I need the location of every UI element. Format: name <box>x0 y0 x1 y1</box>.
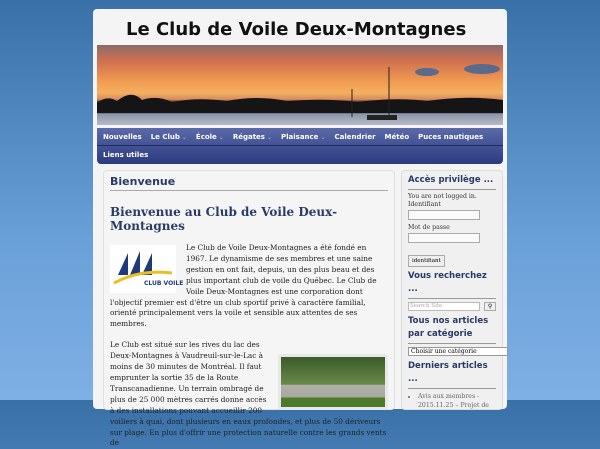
sidebar <box>401 170 503 410</box>
password-input[interactable] <box>408 233 480 243</box>
username-input[interactable] <box>408 210 480 220</box>
login-status: You are not logged in. <box>408 193 477 200</box>
login-button[interactable]: identifiant <box>408 255 445 267</box>
search-input[interactable]: Search Site <box>408 302 480 311</box>
password-label: Mot de passe <box>408 224 450 231</box>
search-icon: ⚲ <box>487 303 493 310</box>
nav-item[interactable] <box>385 133 410 141</box>
nav-item[interactable] <box>334 133 375 141</box>
nav-item[interactable] <box>196 133 224 141</box>
nav-item[interactable] <box>103 133 142 141</box>
chevron-down-icon: ⌄ <box>181 133 187 141</box>
header-banner-image <box>97 45 503 125</box>
content-area <box>103 170 395 448</box>
page-heading: Bienvenue au Club de Voile Deux-Montagnes <box>110 205 338 233</box>
nav-item-label: Météo <box>384 132 410 141</box>
chevron-down-icon: ⌄ <box>266 133 272 141</box>
location-paragraph: Le Club est situé sur les rives du lac des Deux-Montagnes à Vaudreuil-sur-le-Lac à moins de 30 minutes de Montréal. Il faut emprunter la sortie 35 de la Route Transcanadienne. Un terrain ombragé de plus de 25 000 mètres carrés donne accès à des installations pouvant accueillir 200 voiliers à quai, dont plusieurs en eaux profondes, et plus de 50 dériveurs sur plage. En plus d'offrir une protection naturelle contre les grands vents de <box>110 340 387 448</box>
nav-item-label: Régates <box>232 132 265 141</box>
nav-item-label: Le Club <box>150 132 180 141</box>
categories-widget-title: Tous nos articles par catégorie <box>408 315 496 344</box>
recent-post-link[interactable]: • Avis aux membres - 2015.11.25 – Projet de <box>418 392 496 410</box>
nav-item-label: École <box>195 132 217 141</box>
recent-posts-title: Derniers articles ... <box>408 360 496 389</box>
nav-item-label: Plaisance <box>281 132 319 141</box>
nav-item-label: Puces nautiques <box>418 132 484 141</box>
username-label: Identifiant <box>408 201 441 208</box>
nav-item[interactable] <box>418 133 483 141</box>
banner-silhouette <box>97 45 503 125</box>
chevron-down-icon: ⌄ <box>320 133 326 141</box>
content-box-title: Bienvenue <box>110 175 388 191</box>
intro-paragraph: Le Club de Voile Deux-Montagnes a été fondé en 1967. Le dynamisme de ses membres et une saine gestion en ont fait, depuis, un des plus beau et des plus important club de voile du Québec. Le Club de Voile Deux-Montagnes est une corporation dont l'objectif premier est d'être un club sportif privé à caractère familial, orienté principalement vers la voile et sensible aux attentes de ses membres. <box>110 243 377 329</box>
main-navigation <box>97 128 503 164</box>
nav-item[interactable] <box>103 151 148 159</box>
nav-item-label: Calendrier <box>334 132 376 141</box>
nav-item[interactable] <box>151 133 187 141</box>
club-logo <box>110 245 184 293</box>
category-select[interactable]: Choisir une catégorie <box>408 347 508 356</box>
clubhouse-photo <box>278 354 388 410</box>
search-widget-title: Vous recherchez ... <box>408 270 496 299</box>
site-title[interactable]: Le Club de Voile Deux-Montagnes <box>126 19 467 40</box>
nav-item[interactable] <box>233 133 272 141</box>
nav-item[interactable] <box>281 133 325 141</box>
page-container <box>93 9 507 448</box>
login-widget-title: Accès privilège ... <box>408 174 496 190</box>
nav-item-label: Nouvelles <box>103 132 142 141</box>
nav-item-label: Liens utiles <box>103 151 149 159</box>
logo-text: CLUB VOILE <box>144 280 184 287</box>
chevron-down-icon: ⌄ <box>218 133 224 141</box>
search-button[interactable] <box>484 302 496 311</box>
